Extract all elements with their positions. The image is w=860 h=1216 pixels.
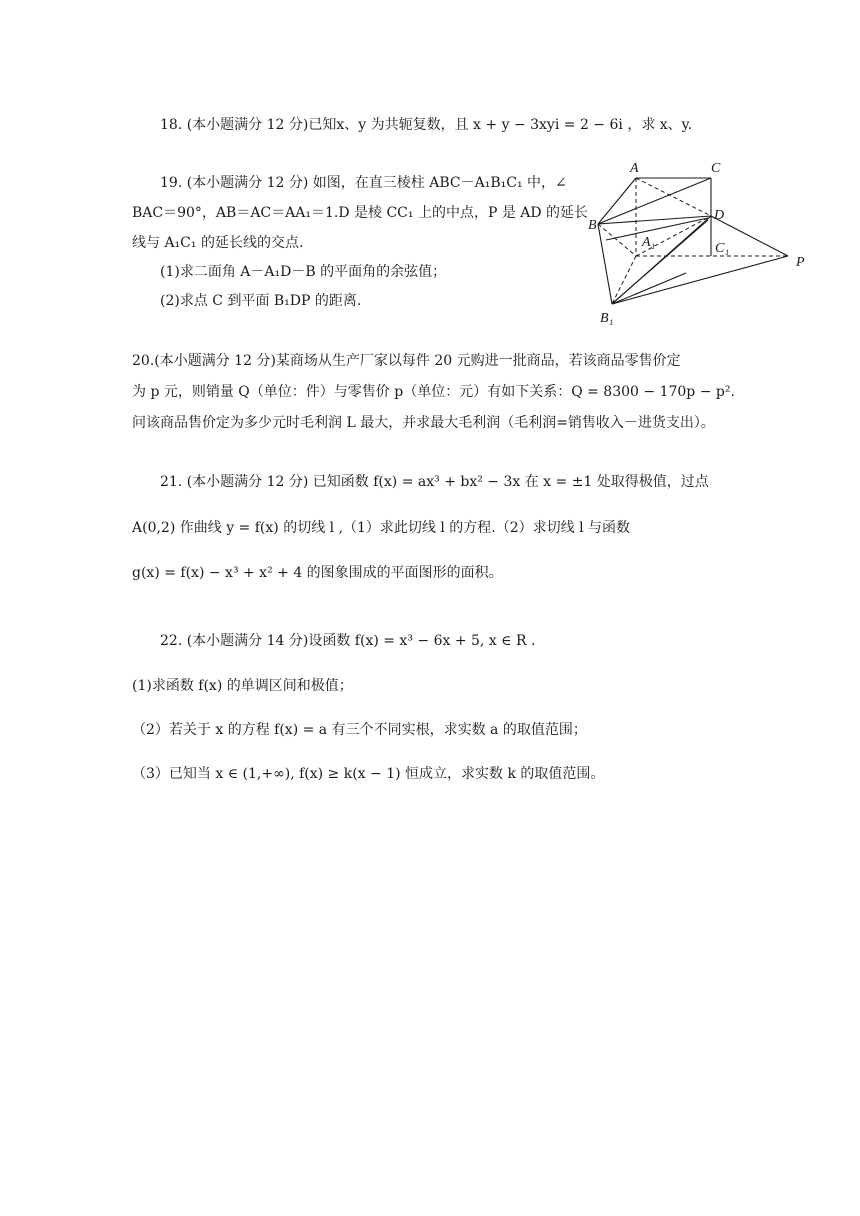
label-A: A [630,161,639,176]
label-C: C [711,161,721,176]
problem-22-line-4: （3）已知当 x ∈ (1,+∞), f(x) ≥ k(x − 1) 恒成立，求实数 k 的取值范围。 [132,766,605,782]
problem-21-line-2: A(0,2) 作曲线 y = f(x) 的切线 l ,（1）求此切线 l 的方程.（2）求切线 l 与函数 [132,520,631,536]
problem-22-line-3: （2）若关于 x 的方程 f(x) = a 有三个不同实根，求实数 a 的取值范围； [132,722,587,738]
label-B1: B₁ [600,311,614,326]
problem-19-line-1: 19. (本小题满分 12 分) 如图，在直三棱柱 ABC－A₁B₁C₁ 中，∠ [160,175,567,191]
problem-21-line-1: 21. (本小题满分 12 分) 已知函数 f(x) = ax³ + bx² − 3x 在 x = ±1 处取得极值，过点 [160,474,709,490]
edge-AD [636,178,711,216]
edge-inner-1 [606,218,708,240]
problem-20-line-3: 问该商品售价定为多少元时毛利润 L 最大，并求最大毛利润（毛利润=销售收入－进货支出）。 [132,415,715,431]
label-P: P [796,255,805,270]
label-B: B [588,218,597,233]
prism-figure [588,156,818,326]
problem-19-line-4: (1)求二面角 A－A₁D－B 的平面角的余弦值； [160,264,447,280]
problem-21-line-3: g(x) = f(x) − x³ + x² + 4 的图象围成的平面图形的面积。 [132,565,503,581]
label-D: D [714,208,725,223]
problem-20-line-2: 为 p 元，则销量 Q（单位：件）与零售价 p（单位：元）有如下关系：Q = 8300 − 170p − p². [132,384,735,400]
problem-19-line-2: BAC＝90°，AB＝AC＝AA₁＝1.D 是棱 CC₁ 上的中点，P 是 AD 的延长 [132,205,589,221]
problem-19-line-5: (2)求点 C 到平面 B₁DP 的距离. [160,293,362,309]
problem-20-line-1: 20.(本小题满分 12 分)某商场从生产厂家以每件 20 元购进一批商品，若该商品零售价定 [132,353,681,369]
edge-inner-2 [614,220,708,302]
edge-B1C1-front [612,273,686,304]
problem-18-line-1: 18. (本小题满分 12 分)已知x、y 为共轭复数，且 x + y − 3xyi = 2 − 6i ，求 x、y. [160,117,693,133]
prism-diagram [588,156,818,326]
edge-BB1 [598,224,612,304]
edge-BA1 [598,224,636,256]
label-A1: A₁ [642,235,656,250]
edge-AB [598,178,636,224]
problem-19-line-3: 线与 A₁C₁ 的延长线的交点. [132,235,304,251]
edge-A1B1 [612,256,636,304]
problem-22-line-2: (1)求函数 f(x) 的单调区间和极值； [132,678,353,694]
problem-22-line-1: 22. (本小题满分 14 分)设函数 f(x) = x³ − 6x + 5, x ∈ R . [160,633,536,649]
label-C1: C₁ [715,241,730,256]
